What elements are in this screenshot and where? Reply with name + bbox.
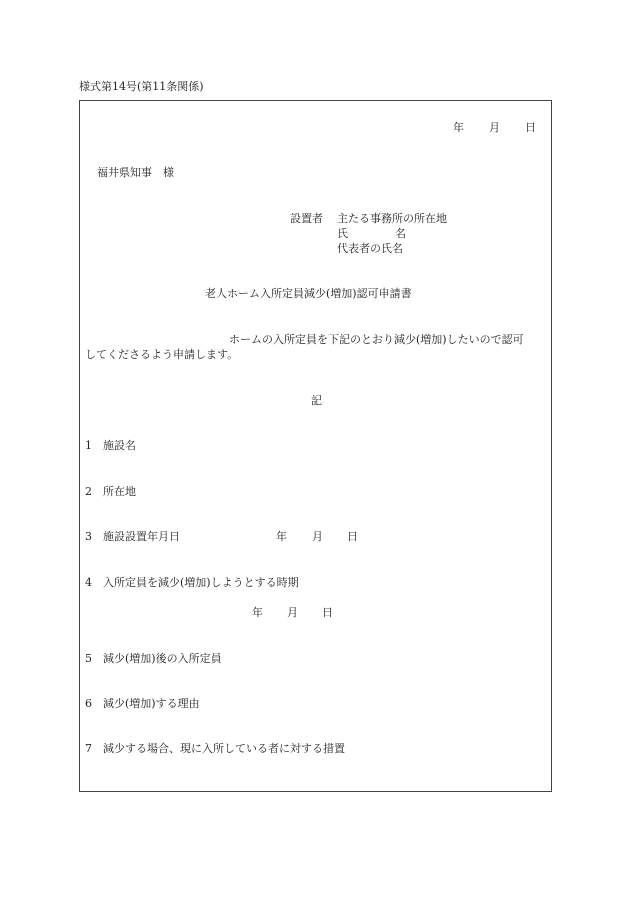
date-day-label: 日 [525, 121, 536, 134]
name-label-1: 氏 [337, 227, 348, 240]
item-3-number: 3 [85, 530, 92, 543]
item-6-label: 減少(増加)する理由 [103, 697, 200, 710]
item-4-number: 4 [85, 576, 92, 589]
item-5-number: 5 [85, 652, 92, 665]
item-4-label: 入所定員を減少(増加)しようとする時期 [103, 576, 299, 589]
form-frame [79, 100, 552, 792]
item-4-year-label: 年 [252, 606, 263, 619]
item-7-number: 7 [85, 742, 92, 755]
office-address-label: 主たる事務所の所在地 [337, 212, 447, 225]
date-month-label: 月 [489, 121, 500, 134]
item-4-day-label: 日 [322, 606, 333, 619]
item-3-day-label: 日 [347, 530, 358, 543]
date-year-label: 年 [453, 121, 464, 134]
item-2-number: 2 [85, 485, 92, 498]
item-2-label: 所在地 [103, 485, 136, 498]
item-1-number: 1 [85, 439, 92, 452]
ki-heading: 記 [311, 394, 322, 407]
item-7-label: 減少する場合、現に入所している者に対する措置 [103, 742, 345, 755]
applicant-role: 設置者 [290, 212, 323, 225]
item-3-label: 施設設置年月日 [103, 530, 180, 543]
form-number: 様式第14号(第11条関係) [79, 80, 204, 93]
name-label-2: 名 [395, 227, 406, 240]
item-1-label: 施設名 [103, 439, 136, 452]
body-line-1: ホームの入所定員を下記のとおり減少(増加)したいので認可 [229, 333, 524, 346]
body-line-2: してくださるよう申請します。 [85, 348, 239, 361]
addressee: 福井県知事 様 [97, 166, 174, 179]
item-6-number: 6 [85, 697, 92, 710]
item-3-month-label: 月 [312, 530, 323, 543]
item-3-year-label: 年 [276, 530, 287, 543]
item-4-month-label: 月 [287, 606, 298, 619]
representative-name-label: 代表者の氏名 [337, 242, 403, 255]
item-5-label: 減少(増加)後の入所定員 [103, 652, 222, 665]
document-title: 老人ホーム入所定員減少(増加)認可申請書 [205, 287, 412, 300]
